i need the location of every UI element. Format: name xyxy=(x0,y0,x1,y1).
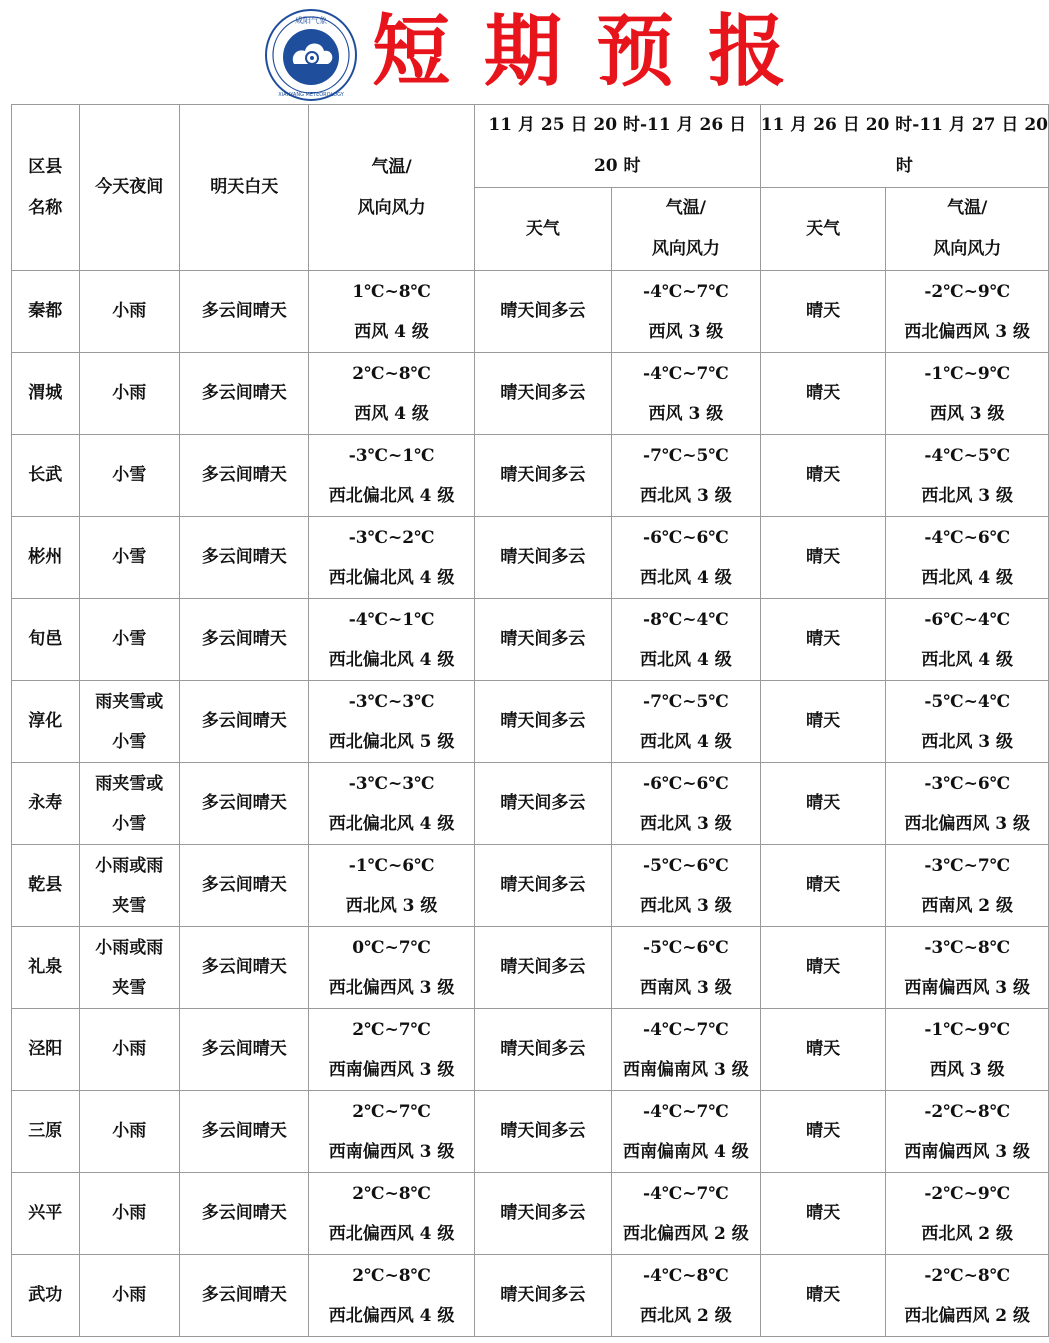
p1-weather: 晴天间多云 xyxy=(474,927,611,1009)
p1-weather: 晴天间多云 xyxy=(474,435,611,517)
p2-temp-wind: -3℃~6℃ 西北偏西风 3 级 xyxy=(886,763,1049,845)
page-title: 短期预报 xyxy=(372,7,821,97)
tonight-weather: 雨夹雪或 小雪 xyxy=(79,763,180,845)
p2-temp-wind: -5℃~4℃ 西北风 3 级 xyxy=(886,681,1049,763)
tonight-weather: 小雨或雨 夹雪 xyxy=(79,927,180,1009)
district-name: 永寿 xyxy=(12,763,80,845)
tomorrow-weather: 多云间晴天 xyxy=(180,845,309,927)
district-name: 礼泉 xyxy=(12,927,80,1009)
tomorrow-weather: 多云间晴天 xyxy=(180,353,309,435)
table-row xyxy=(12,1091,1049,1173)
tomorrow-weather: 多云间晴天 xyxy=(180,599,309,681)
tomorrow-weather: 多云间晴天 xyxy=(180,517,309,599)
p1-temp-wind: -6℃~6℃ 西北风 4 级 xyxy=(612,517,761,599)
p2-temp-wind: -1℃~9℃ 西风 3 级 xyxy=(886,353,1049,435)
district-name: 长武 xyxy=(12,435,80,517)
district-name: 乾县 xyxy=(12,845,80,927)
p1-weather: 晴天间多云 xyxy=(474,1173,611,1255)
temp-wind: 1℃~8℃ 西风 4 级 xyxy=(309,271,474,353)
p2-weather: 晴天 xyxy=(760,681,886,763)
tomorrow-weather: 多云间晴天 xyxy=(180,927,309,1009)
tomorrow-weather: 多云间晴天 xyxy=(180,763,309,845)
logo-text-bottom: XIANYANG METEOROLOGY xyxy=(278,92,344,98)
p1-weather: 晴天间多云 xyxy=(474,763,611,845)
temp-wind: -1℃~6℃ 西北风 3 级 xyxy=(309,845,474,927)
district-name: 秦都 xyxy=(12,271,80,353)
p2-weather: 晴天 xyxy=(760,1091,886,1173)
p2-temp-wind: -2℃~9℃ 西北风 2 级 xyxy=(886,1173,1049,1255)
tonight-weather: 小雪 xyxy=(79,517,180,599)
temp-wind: -3℃~3℃ 西北偏北风 5 级 xyxy=(309,681,474,763)
tonight-weather: 小雨 xyxy=(79,353,180,435)
p1-weather: 晴天间多云 xyxy=(474,271,611,353)
table-row xyxy=(12,681,1049,763)
temp-wind: -3℃~1℃ 西北偏北风 4 级 xyxy=(309,435,474,517)
logo-text-top: 咸阳气象 xyxy=(295,16,327,25)
table-row xyxy=(12,599,1049,681)
p2-temp-wind: -3℃~7℃ 西南风 2 级 xyxy=(886,845,1049,927)
header-district: 区县 名称 xyxy=(12,105,80,271)
p1-temp-wind: -4℃~7℃ 西风 3 级 xyxy=(612,271,761,353)
table-row xyxy=(12,1255,1049,1337)
temp-wind: 2℃~7℃ 西南偏西风 3 级 xyxy=(309,1009,474,1091)
p1-temp-wind: -5℃~6℃ 西南风 3 级 xyxy=(612,927,761,1009)
district-name: 淳化 xyxy=(12,681,80,763)
district-name: 旬邑 xyxy=(12,599,80,681)
p1-temp-wind: -4℃~7℃ 西南偏南风 4 级 xyxy=(612,1091,761,1173)
p1-weather: 晴天间多云 xyxy=(474,1091,611,1173)
district-name: 三原 xyxy=(12,1091,80,1173)
header-p1-temp-wind: 气温/ 风向风力 xyxy=(612,188,761,271)
header-row-1 xyxy=(12,105,1049,188)
temp-wind: -3℃~3℃ 西北偏北风 4 级 xyxy=(309,763,474,845)
p2-weather: 晴天 xyxy=(760,927,886,1009)
table-row xyxy=(12,927,1049,1009)
p1-temp-wind: -4℃~7℃ 西南偏南风 3 级 xyxy=(612,1009,761,1091)
table-row xyxy=(12,517,1049,599)
p1-temp-wind: -5℃~6℃ 西北风 3 级 xyxy=(612,845,761,927)
tonight-weather: 小雨 xyxy=(79,1009,180,1091)
p2-temp-wind: -4℃~6℃ 西北风 4 级 xyxy=(886,517,1049,599)
temp-wind: -3℃~2℃ 西北偏北风 4 级 xyxy=(309,517,474,599)
tonight-weather: 小雨或雨 夹雪 xyxy=(79,845,180,927)
forecast-table xyxy=(11,104,1049,1337)
p2-weather: 晴天 xyxy=(760,1173,886,1255)
tonight-weather: 小雪 xyxy=(79,599,180,681)
tonight-weather: 小雨 xyxy=(79,1173,180,1255)
header-period-2: 11 月 26 日 20 时-11 月 27 日 20 时 xyxy=(760,105,1048,188)
p1-temp-wind: -7℃~5℃ 西北风 4 级 xyxy=(612,681,761,763)
header-p1-weather: 天气 xyxy=(474,188,611,271)
district-name: 彬州 xyxy=(12,517,80,599)
tomorrow-weather: 多云间晴天 xyxy=(180,1173,309,1255)
p1-weather: 晴天间多云 xyxy=(474,353,611,435)
table-row xyxy=(12,271,1049,353)
p2-temp-wind: -1℃~9℃ 西风 3 级 xyxy=(886,1009,1049,1091)
p2-weather: 晴天 xyxy=(760,435,886,517)
tonight-weather: 雨夹雪或 小雪 xyxy=(79,681,180,763)
tomorrow-weather: 多云间晴天 xyxy=(180,1009,309,1091)
p2-temp-wind: -2℃~8℃ 西北偏西风 2 级 xyxy=(886,1255,1049,1337)
header-period-1: 11 月 25 日 20 时-11 月 26 日 20 时 xyxy=(474,105,760,188)
table-row xyxy=(12,353,1049,435)
tonight-weather: 小雨 xyxy=(79,1255,180,1337)
p1-temp-wind: -4℃~8℃ 西北风 2 级 xyxy=(612,1255,761,1337)
district-name: 泾阳 xyxy=(12,1009,80,1091)
temp-wind: 2℃~8℃ 西北偏西风 4 级 xyxy=(309,1173,474,1255)
table-row xyxy=(12,1009,1049,1091)
p1-weather: 晴天间多云 xyxy=(474,1255,611,1337)
district-name: 渭城 xyxy=(12,353,80,435)
p1-weather: 晴天间多云 xyxy=(474,599,611,681)
temp-wind: 0℃~7℃ 西北偏西风 3 级 xyxy=(309,927,474,1009)
p1-weather: 晴天间多云 xyxy=(474,681,611,763)
tomorrow-weather: 多云间晴天 xyxy=(180,681,309,763)
p2-temp-wind: -3℃~8℃ 西南偏西风 3 级 xyxy=(886,927,1049,1009)
tomorrow-weather: 多云间晴天 xyxy=(180,1255,309,1337)
meteorology-logo xyxy=(264,8,358,102)
table-row xyxy=(12,763,1049,845)
tonight-weather: 小雨 xyxy=(79,271,180,353)
page-header xyxy=(0,0,1049,104)
district-name: 武功 xyxy=(12,1255,80,1337)
temp-wind: -4℃~1℃ 西北偏北风 4 级 xyxy=(309,599,474,681)
header-tomorrow: 明天白天 xyxy=(180,105,309,271)
p2-weather: 晴天 xyxy=(760,763,886,845)
p1-weather: 晴天间多云 xyxy=(474,517,611,599)
p2-temp-wind: -6℃~4℃ 西北风 4 级 xyxy=(886,599,1049,681)
p1-temp-wind: -8℃~4℃ 西北风 4 级 xyxy=(612,599,761,681)
p2-weather: 晴天 xyxy=(760,599,886,681)
p1-temp-wind: -7℃~5℃ 西北风 3 级 xyxy=(612,435,761,517)
district-name: 兴平 xyxy=(12,1173,80,1255)
p2-temp-wind: -4℃~5℃ 西北风 3 级 xyxy=(886,435,1049,517)
p1-temp-wind: -6℃~6℃ 西北风 3 级 xyxy=(612,763,761,845)
table-row xyxy=(12,1173,1049,1255)
p1-weather: 晴天间多云 xyxy=(474,845,611,927)
header-p2-temp-wind: 气温/ 风向风力 xyxy=(886,188,1049,271)
p2-weather: 晴天 xyxy=(760,517,886,599)
p2-weather: 晴天 xyxy=(760,353,886,435)
temp-wind: 2℃~8℃ 西风 4 级 xyxy=(309,353,474,435)
p2-temp-wind: -2℃~9℃ 西北偏西风 3 级 xyxy=(886,271,1049,353)
p1-temp-wind: -4℃~7℃ 西风 3 级 xyxy=(612,353,761,435)
p2-weather: 晴天 xyxy=(760,271,886,353)
table-row xyxy=(12,845,1049,927)
tomorrow-weather: 多云间晴天 xyxy=(180,435,309,517)
header-tonight: 今天夜间 xyxy=(79,105,180,271)
header-p2-weather: 天气 xyxy=(760,188,886,271)
tomorrow-weather: 多云间晴天 xyxy=(180,1091,309,1173)
temp-wind: 2℃~7℃ 西南偏西风 3 级 xyxy=(309,1091,474,1173)
table-row xyxy=(12,435,1049,517)
p2-weather: 晴天 xyxy=(760,1009,886,1091)
temp-wind: 2℃~8℃ 西北偏西风 4 级 xyxy=(309,1255,474,1337)
header-temp-wind: 气温/ 风向风力 xyxy=(309,105,474,271)
tonight-weather: 小雨 xyxy=(79,1091,180,1173)
p2-temp-wind: -2℃~8℃ 西南偏西风 3 级 xyxy=(886,1091,1049,1173)
p2-weather: 晴天 xyxy=(760,845,886,927)
p1-temp-wind: -4℃~7℃ 西北偏西风 2 级 xyxy=(612,1173,761,1255)
p1-weather: 晴天间多云 xyxy=(474,1009,611,1091)
tonight-weather: 小雪 xyxy=(79,435,180,517)
tomorrow-weather: 多云间晴天 xyxy=(180,271,309,353)
p2-weather: 晴天 xyxy=(760,1255,886,1337)
